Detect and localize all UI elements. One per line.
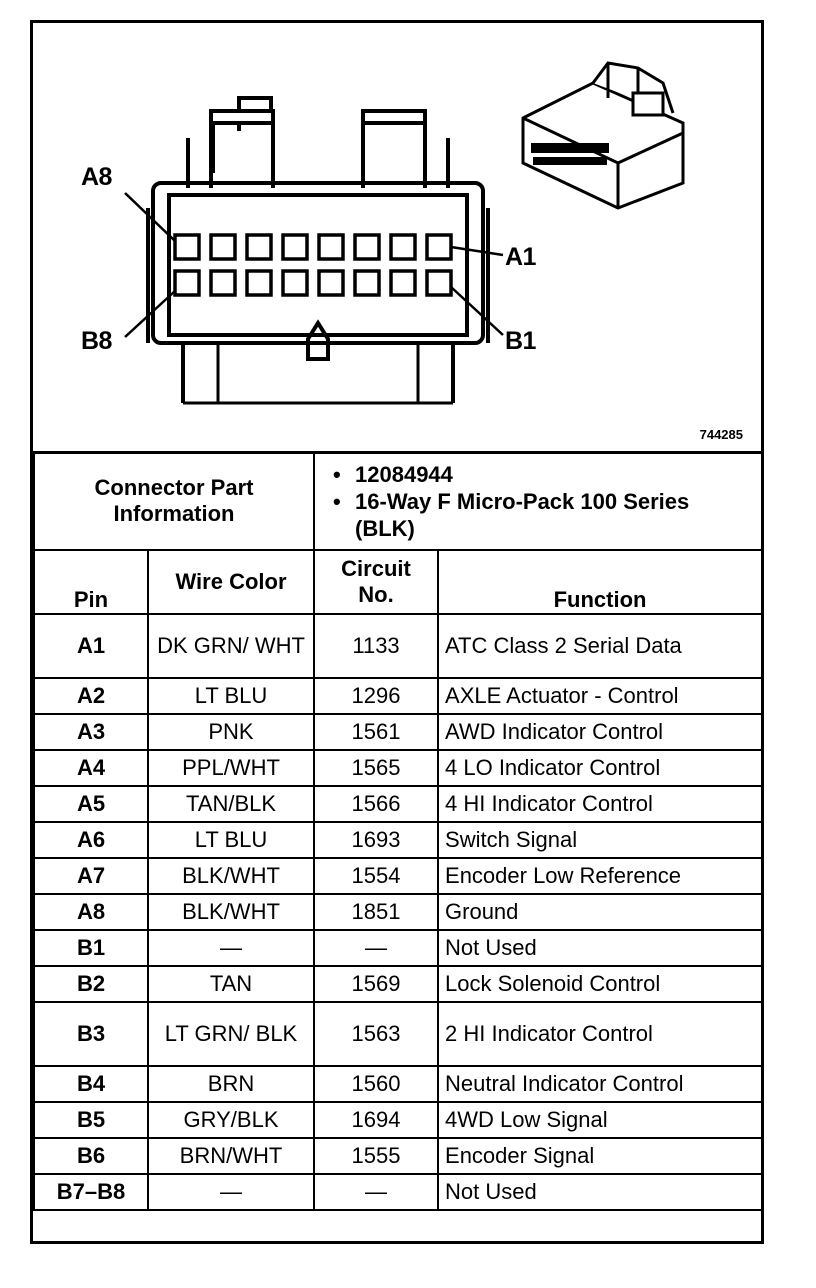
circuit-cell: 1555 bbox=[314, 1138, 438, 1174]
callout-a8: A8 bbox=[81, 163, 112, 191]
wire-color-cell: BLK/WHT bbox=[148, 894, 314, 930]
pin-cell: B1 bbox=[34, 930, 148, 966]
function-cell: Lock Solenoid Control bbox=[438, 966, 762, 1002]
connector-document bbox=[30, 20, 764, 1244]
function-cell: Switch Signal bbox=[438, 822, 762, 858]
pin-cell: A8 bbox=[34, 894, 148, 930]
header-function: Function bbox=[438, 550, 762, 614]
pin-cell: B4 bbox=[34, 1066, 148, 1102]
circuit-cell: 1851 bbox=[314, 894, 438, 930]
table-row bbox=[34, 1138, 762, 1174]
table-row bbox=[34, 1102, 762, 1138]
function-cell: Encoder Low Reference bbox=[438, 858, 762, 894]
function-cell: Ground bbox=[438, 894, 762, 930]
wire-color-cell: PPL/WHT bbox=[148, 750, 314, 786]
circuit-cell: — bbox=[314, 1174, 438, 1210]
wire-color-cell: LT BLU bbox=[148, 678, 314, 714]
connector-info-values bbox=[314, 452, 762, 550]
pin-cell: B3 bbox=[34, 1002, 148, 1066]
callout-b1: B1 bbox=[505, 327, 536, 355]
wire-color-cell: — bbox=[148, 1174, 314, 1210]
function-cell: 4 HI Indicator Control bbox=[438, 786, 762, 822]
bullet-icon: • bbox=[333, 488, 341, 514]
callout-a1: A1 bbox=[505, 243, 536, 271]
pin-cell: A3 bbox=[34, 714, 148, 750]
circuit-cell: 1566 bbox=[314, 786, 438, 822]
function-cell: AWD Indicator Control bbox=[438, 714, 762, 750]
wire-color-cell: TAN/BLK bbox=[148, 786, 314, 822]
wire-color-cell: — bbox=[148, 930, 314, 966]
callout-b8: B8 bbox=[81, 327, 112, 355]
circuit-cell: 1694 bbox=[314, 1102, 438, 1138]
pin-cell: B6 bbox=[34, 1138, 148, 1174]
function-cell: ATC Class 2 Serial Data bbox=[438, 614, 762, 678]
function-cell: Encoder Signal bbox=[438, 1138, 762, 1174]
circuit-cell: 1563 bbox=[314, 1002, 438, 1066]
pin-cell: B2 bbox=[34, 966, 148, 1002]
table-row bbox=[34, 678, 762, 714]
function-cell: 4WD Low Signal bbox=[438, 1102, 762, 1138]
connector-diagram bbox=[33, 23, 761, 454]
pin-cell: B5 bbox=[34, 1102, 148, 1138]
table-row bbox=[34, 930, 762, 966]
table-row bbox=[34, 1002, 762, 1066]
part-number bbox=[333, 461, 755, 488]
table-row bbox=[34, 822, 762, 858]
function-cell: Not Used bbox=[438, 930, 762, 966]
circuit-cell: 1554 bbox=[314, 858, 438, 894]
pin-cell: A2 bbox=[34, 678, 148, 714]
table-row bbox=[34, 894, 762, 930]
table-row bbox=[34, 786, 762, 822]
wire-color-cell: TAN bbox=[148, 966, 314, 1002]
header-row bbox=[34, 550, 762, 614]
circuit-cell: 1561 bbox=[314, 714, 438, 750]
connector-type bbox=[333, 488, 755, 542]
pin-cell: A7 bbox=[34, 858, 148, 894]
function-cell: Neutral Indicator Control bbox=[438, 1066, 762, 1102]
circuit-cell: 1296 bbox=[314, 678, 438, 714]
circuit-cell: 1133 bbox=[314, 614, 438, 678]
wire-color-cell: BLK/WHT bbox=[148, 858, 314, 894]
circuit-cell: 1560 bbox=[314, 1066, 438, 1102]
function-cell: Not Used bbox=[438, 1174, 762, 1210]
header-wire-color: Wire Color bbox=[148, 550, 314, 614]
connector-type-text: 16-Way F Micro-Pack 100 Series (BLK) bbox=[355, 488, 690, 541]
pin-cell: A1 bbox=[34, 614, 148, 678]
table-row bbox=[34, 614, 762, 678]
wire-color-cell: LT GRN/ BLK bbox=[148, 1002, 314, 1066]
circuit-cell: — bbox=[314, 930, 438, 966]
pinout-table bbox=[33, 451, 763, 1211]
header-pin: Pin bbox=[34, 550, 148, 614]
wire-color-cell: PNK bbox=[148, 714, 314, 750]
table-row bbox=[34, 1174, 762, 1210]
table-row bbox=[34, 966, 762, 1002]
figure-number: 744285 bbox=[699, 427, 743, 442]
pin-cell: A4 bbox=[34, 750, 148, 786]
wire-color-cell: GRY/BLK bbox=[148, 1102, 314, 1138]
connector-info-label: Connector Part Information bbox=[34, 452, 314, 550]
wire-color-cell: DK GRN/ WHT bbox=[148, 614, 314, 678]
circuit-cell: 1565 bbox=[314, 750, 438, 786]
connector-face-drawing bbox=[33, 23, 761, 451]
function-cell: 2 HI Indicator Control bbox=[438, 1002, 762, 1066]
table-row bbox=[34, 750, 762, 786]
part-number-text: 12084944 bbox=[355, 461, 453, 487]
pin-cell: A6 bbox=[34, 822, 148, 858]
table-row bbox=[34, 1066, 762, 1102]
circuit-cell: 1693 bbox=[314, 822, 438, 858]
table-row bbox=[34, 858, 762, 894]
table-row bbox=[34, 714, 762, 750]
bullet-icon: • bbox=[333, 461, 341, 487]
wire-color-cell: BRN/WHT bbox=[148, 1138, 314, 1174]
header-circuit: Circuit No. bbox=[314, 550, 438, 614]
function-cell: AXLE Actuator - Control bbox=[438, 678, 762, 714]
circuit-cell: 1569 bbox=[314, 966, 438, 1002]
pin-cell: B7–B8 bbox=[34, 1174, 148, 1210]
pin-cell: A5 bbox=[34, 786, 148, 822]
connector-info-row bbox=[34, 452, 762, 550]
wire-color-cell: BRN bbox=[148, 1066, 314, 1102]
function-cell: 4 LO Indicator Control bbox=[438, 750, 762, 786]
wire-color-cell: LT BLU bbox=[148, 822, 314, 858]
